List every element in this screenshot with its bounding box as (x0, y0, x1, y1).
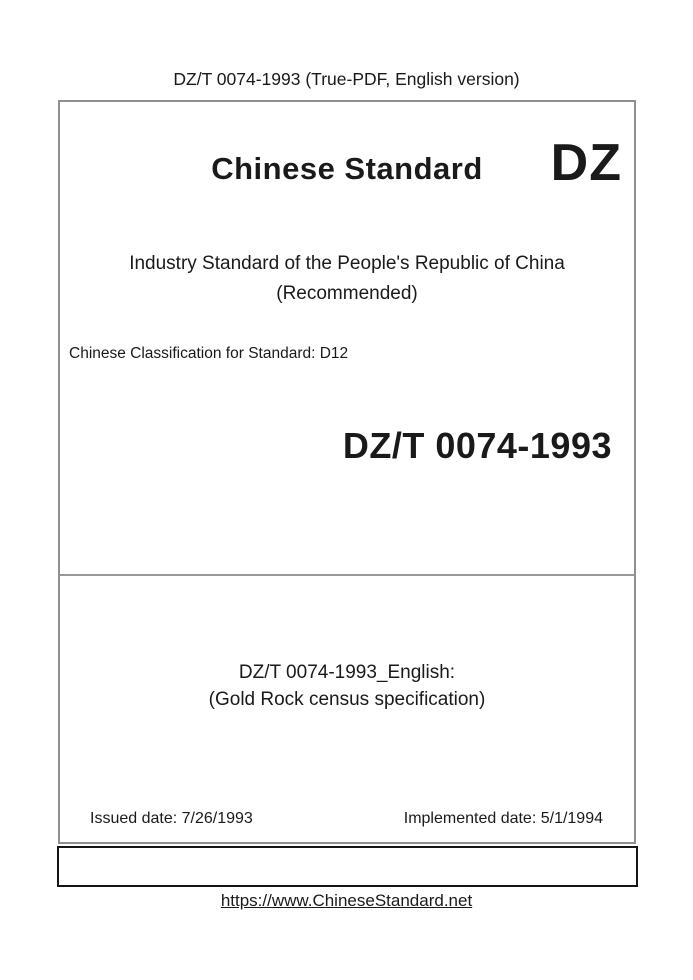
implemented-date-label: Implemented date: 5/1/1994 (403, 810, 603, 827)
footer (0, 891, 693, 911)
document-header-title: DZ/T 0074-1993 (True-PDF, English version) (173, 69, 520, 89)
standard-prefix-logo: DZ (550, 134, 622, 192)
cover-outer-box (58, 100, 636, 844)
dates-row (90, 809, 603, 830)
website-link[interactable]: https://www.ChineseStandard.net (220, 891, 473, 910)
recommended-note: (Recommended) (276, 283, 418, 304)
english-title-line-2: (Gold Rock census specification) (208, 689, 486, 710)
brand-title: Chinese Standard (211, 151, 483, 186)
issued-date-label: Issued date: 7/26/1993 (90, 810, 253, 827)
standard-number: DZ/T 0074-1993 (342, 425, 612, 466)
empty-footer-box (57, 846, 638, 887)
classification-label: Chinese Classification for Standard: D12 (69, 345, 349, 362)
section-divider (60, 574, 634, 576)
industry-standard-subtitle: Industry Standard of the People's Republic of China (129, 253, 565, 274)
english-title-line-1: DZ/T 0074-1993_English: (238, 662, 456, 683)
